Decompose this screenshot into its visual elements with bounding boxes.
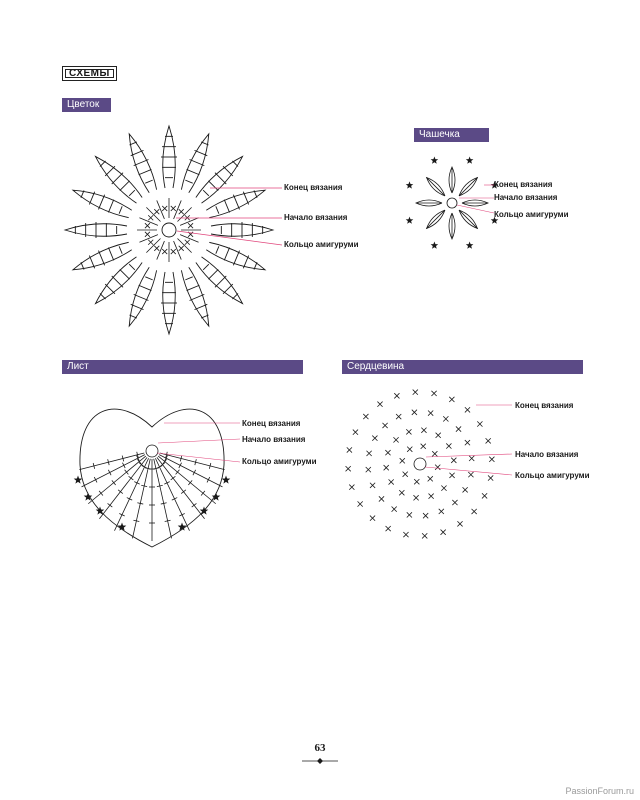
cup-section-label: Чашечка [414,128,489,142]
core-section-label: Сердцевина [342,360,583,374]
flower-start-callout: Начало вязания [284,213,348,222]
leaf-section-label: Лист [62,360,303,374]
cup-start-callout: Начало вязания [494,193,558,202]
cup-chart [402,152,502,256]
flower-chart [60,118,280,343]
leaf-start-callout: Начало вязания [242,435,306,444]
cup-end-callout: Конец вязания [494,180,553,189]
flower-section-label: Цветок [62,98,111,112]
core-end-callout: Конец вязания [515,401,574,410]
schemes-header: СХЕМЫ [62,66,117,81]
leaf-ring-callout: Кольцо амигуруми [242,457,317,466]
flower-end-callout: Конец вязания [284,183,343,192]
cup-ring-callout: Кольцо амигуруми [494,210,569,219]
core-start-callout: Начало вязания [515,450,579,459]
watermark: PassionForum.ru [565,786,634,796]
leaf-end-callout: Конец вязания [242,419,301,428]
core-ring-callout: Кольцо амигуруми [515,471,590,480]
flower-ring-callout: Кольцо амигуруми [284,240,359,249]
page-number: 63 [314,742,326,754]
ornament-icon [300,757,340,765]
core-chart [340,385,510,545]
leaf-chart [68,385,238,550]
